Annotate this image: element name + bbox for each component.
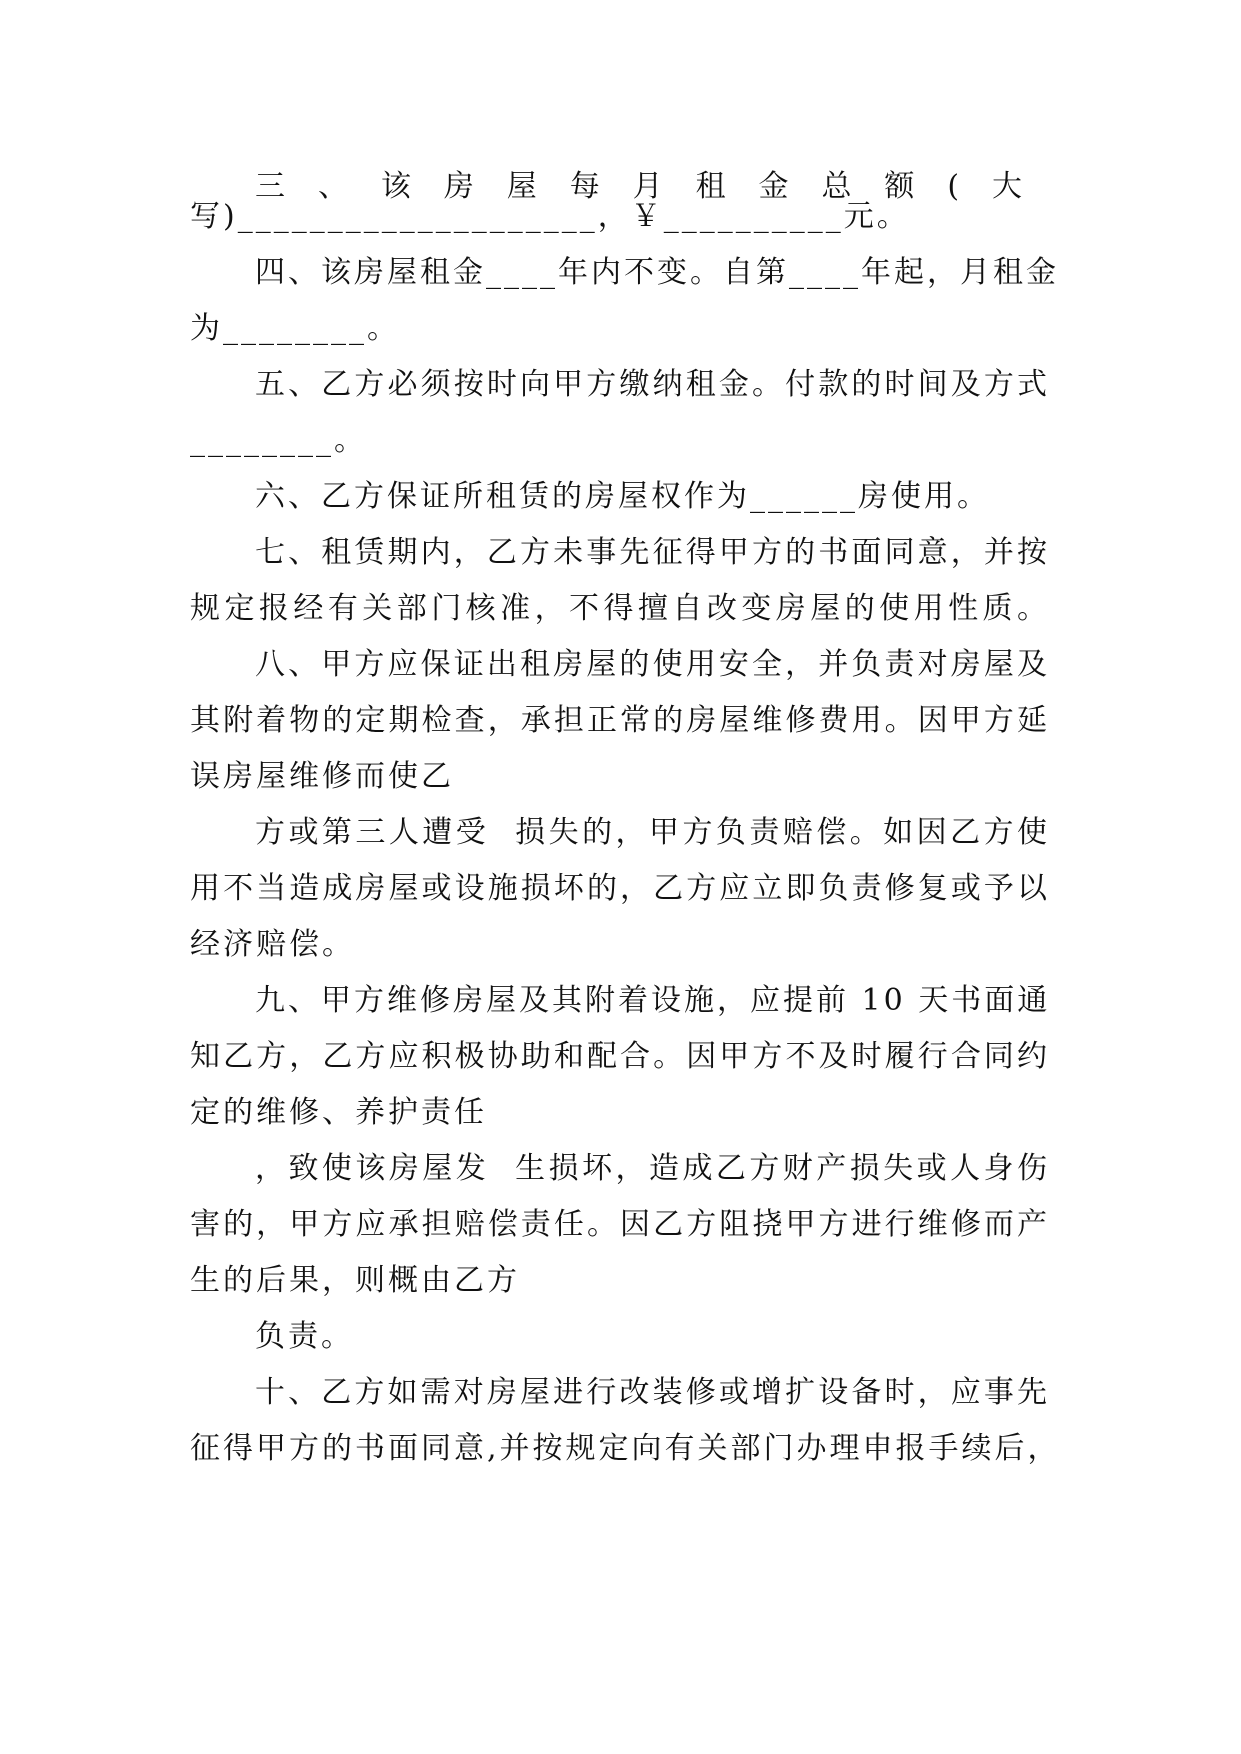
clause-8-line-5: 用不当造成房屋或设施损坏的，乙方应立即负责修复或予以 <box>190 871 1050 906</box>
clause-9-line-1: 九、甲方维修房屋及其附着设施，应提前 10 天书面通 <box>255 983 1051 1018</box>
clause-8-line-4: 方或第三人遭受 损失的，甲方负责赔偿。如因乙方使 <box>255 815 1050 850</box>
clause-4-line-2: 为________。 <box>190 311 400 346</box>
clause-9-line-4: ，致使该房屋发 生损坏，造成乙方财产损失或人身伤 <box>255 1151 1050 1186</box>
clause-5-line-1: 五、乙方必须按时向甲方缴纳租金。付款的时间及方式 <box>255 367 1050 402</box>
clause-9-line-5: 害的，甲方应承担赔偿责任。因乙方阻挠甲方进行维修而产 <box>190 1207 1050 1242</box>
clause-10-line-1: 十、乙方如需对房屋进行改装修或增扩设备时，应事先 <box>255 1375 1050 1410</box>
clause-7-line-1: 七、租赁期内，乙方未事先征得甲方的书面同意，并按 <box>255 535 1050 570</box>
clause-5-line-2: ________。 <box>190 423 367 458</box>
clause-9-line-7: 负责。 <box>255 1319 354 1354</box>
clause-8-line-1: 八、甲方应保证出租房屋的使用安全，并负责对房屋及 <box>255 647 1050 682</box>
clause-9-line-3: 定的维修、养护责任 <box>190 1095 487 1130</box>
clause-9-line-2: 知乙方，乙方应积极协助和配合。因甲方不及时履行合同约 <box>190 1039 1050 1074</box>
clause-9-line-6: 生的后果，则概由乙方 <box>190 1263 520 1298</box>
clause-8-line-3: 误房屋维修而使乙 <box>190 759 454 794</box>
clause-3-line-1: 三、该房屋每月租金总额(大 <box>255 169 1050 204</box>
clause-8-line-6: 经济赔偿。 <box>190 927 355 962</box>
clause-8-line-2: 其附着物的定期检查，承担正常的房屋维修费用。因甲方延 <box>190 703 1050 738</box>
clause-10-line-2: 征得甲方的书面同意,并按规定向有关部门办理申报手续后， <box>190 1431 1061 1466</box>
clause-4-line-1: 四、该房屋租金____年内不变。自第____年起，月租金 <box>255 255 1059 290</box>
clause-6-line-1: 六、乙方保证所租赁的房屋权作为______房使用。 <box>255 479 990 514</box>
clause-7-line-2: 规定报经有关部门核准，不得擅自改变房屋的使用性质。 <box>190 591 1050 626</box>
clause-3-line-2: 写)____________________，￥__________元。 <box>190 199 910 234</box>
